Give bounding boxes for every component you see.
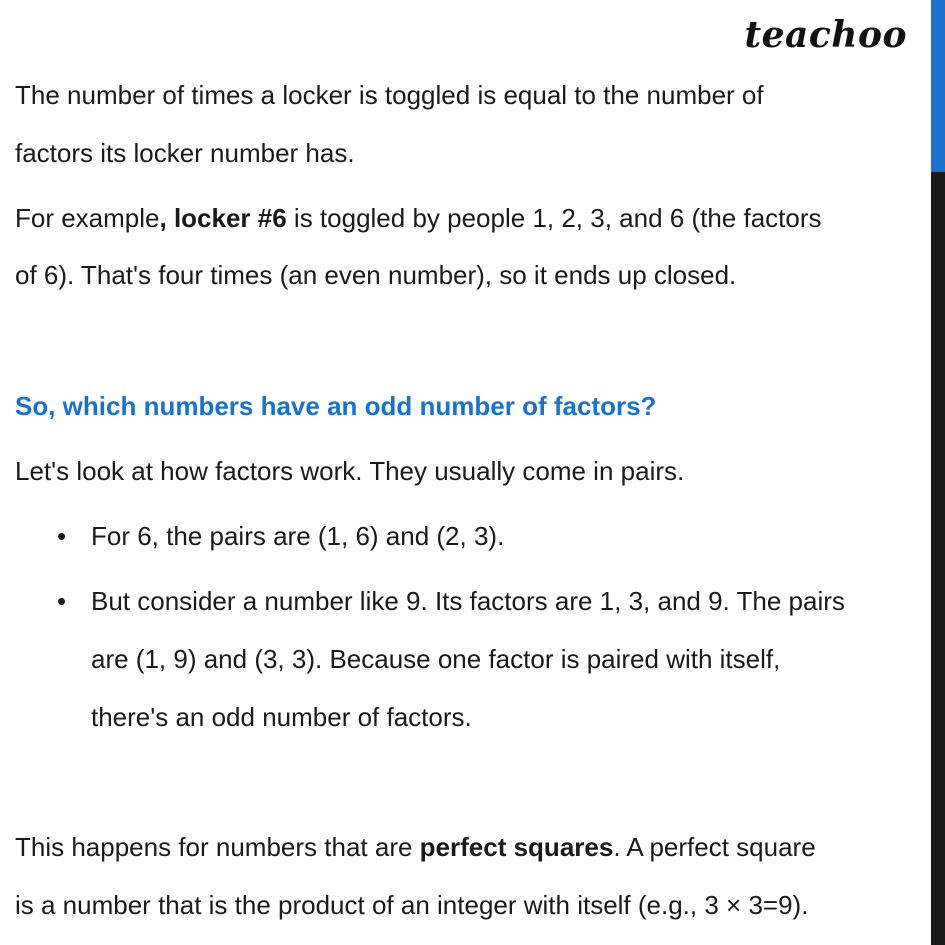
- paragraph-3-line-1: Let's look at how factors work. They usually come in pairs.: [15, 456, 685, 486]
- paragraph-1-line-2: factors its locker number has.: [15, 138, 355, 168]
- paragraph-2-line-2: of 6). That's four times (an even number), so it ends up closed.: [15, 260, 737, 290]
- bullet-marker-2: •: [57, 586, 67, 616]
- paragraph-4-line-2: is a number that is the product of an integer with itself (e.g., 3 × 3=9).: [15, 890, 809, 920]
- paragraph-2-line-1: [15, 201, 822, 235]
- bullet-2-line-2: are (1, 9) and (3, 3). Because one factor is paired with itself,: [91, 644, 781, 674]
- vertical-scrollbar[interactable]: [931, 0, 945, 945]
- paragraph-4-line-1: [15, 830, 816, 864]
- bullet-2-line-1: But consider a number like 9. Its factors are 1, 3, and 9. The pairs: [91, 586, 845, 616]
- scrollbar-track[interactable]: [931, 172, 945, 945]
- bullet-1-line-1: For 6, the pairs are (1, 6) and (2, 3).: [91, 521, 505, 551]
- question-heading: So, which numbers have an odd number of factors?: [15, 391, 657, 421]
- example-intro-text: For example: [15, 203, 160, 233]
- perfect-squares-continuation-text: . A perfect square: [613, 832, 816, 862]
- perfect-squares-bold: perfect squares: [419, 832, 614, 862]
- bullet-marker-1: •: [57, 521, 67, 551]
- teachoo-logo: teachoo: [744, 14, 907, 56]
- paragraph-1-line-1: The number of times a locker is toggled is equal to the number of: [15, 80, 764, 110]
- example-continuation-text: is toggled by people 1, 2, 3, and 6 (the factors: [286, 203, 822, 233]
- locker-6-bold: , locker #6: [159, 203, 287, 233]
- scrollbar-thumb[interactable]: [931, 0, 945, 172]
- bullet-2-line-3: there's an odd number of factors.: [91, 702, 472, 732]
- perfect-squares-intro-text: This happens for numbers that are: [15, 832, 420, 862]
